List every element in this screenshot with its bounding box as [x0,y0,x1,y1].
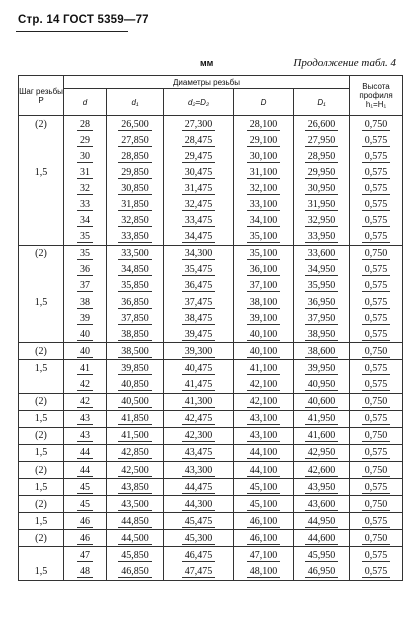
cell-d2: 44,475 [164,479,234,496]
table-row [19,164,403,180]
cell-D1: 37,950 [294,310,350,326]
cell-P [19,262,64,278]
cell-d1: 32,850 [107,213,164,229]
cell-D: 34,100 [234,213,294,229]
header-d: d [64,89,107,116]
cell-h: 0,575 [350,377,403,394]
cell-d: 32 [64,180,107,196]
header-d1: d₁ [107,89,164,116]
cell-D1: 41,950 [294,410,350,427]
cell-d: 45 [64,496,107,513]
cell-d2: 43,475 [164,444,234,461]
cell-d1: 40,850 [107,377,164,394]
cell-d: 45 [64,479,107,496]
cell-D1: 44,950 [294,513,350,530]
table-row [19,461,403,478]
table-row [19,496,403,513]
cell-h: 0,575 [350,278,403,294]
cell-d2: 38,475 [164,310,234,326]
cell-h: 0,575 [350,262,403,278]
cell-D1: 45,950 [294,547,350,564]
cell-d1: 39,850 [107,360,164,377]
cell-d2: 28,475 [164,132,234,148]
cell-h: 0,575 [350,229,403,246]
cell-h: 0,750 [350,530,403,547]
cell-D1: 40,600 [294,393,350,410]
table-row [19,360,403,377]
cell-d: 46 [64,513,107,530]
cell-d: 41 [64,360,107,377]
cell-P [19,196,64,212]
cell-D: 46,100 [234,513,294,530]
cell-d2: 30,475 [164,164,234,180]
cell-d1: 40,500 [107,393,164,410]
cell-P: 1,5 [19,564,64,581]
cell-D1: 40,950 [294,377,350,394]
table-row [19,132,403,148]
cell-h: 0,575 [350,410,403,427]
table-row [19,410,403,427]
cell-d2: 39,475 [164,326,234,343]
cell-D1: 34,950 [294,262,350,278]
cell-D: 37,100 [234,278,294,294]
cell-P [19,547,64,564]
cell-D1: 38,600 [294,343,350,360]
cell-D1: 29,950 [294,164,350,180]
cell-d2: 42,475 [164,410,234,427]
cell-d: 44 [64,444,107,461]
table-row [19,148,403,164]
cell-D1: 31,950 [294,196,350,212]
cell-D1: 32,950 [294,213,350,229]
cell-d2: 44,300 [164,496,234,513]
cell-P [19,326,64,343]
cell-d: 43 [64,410,107,427]
cell-h: 0,750 [350,461,403,478]
cell-d: 35 [64,229,107,246]
cell-h: 0,575 [350,326,403,343]
cell-d: 42 [64,393,107,410]
cell-P: (2) [19,427,64,444]
cell-D: 42,100 [234,377,294,394]
cell-D1: 33,600 [294,245,350,262]
table-row [19,343,403,360]
cell-d2: 36,475 [164,278,234,294]
cell-d: 37 [64,278,107,294]
cell-D: 39,100 [234,310,294,326]
cell-D1: 27,950 [294,132,350,148]
cell-D1: 42,600 [294,461,350,478]
cell-D1: 44,600 [294,530,350,547]
cell-D1: 33,950 [294,229,350,246]
page-header: Стр. 14 ГОСТ 5359—77 [18,14,149,26]
cell-d: 46 [64,530,107,547]
cell-d1: 42,500 [107,461,164,478]
cell-d2: 39,300 [164,343,234,360]
cell-d2: 29,475 [164,148,234,164]
cell-P: (2) [19,245,64,262]
cell-h: 0,575 [350,360,403,377]
cell-d1: 30,850 [107,180,164,196]
header-d2: d₂=D₂ [164,89,234,116]
table-row [19,294,403,310]
cell-P: 1,5 [19,410,64,427]
table-row [19,513,403,530]
cell-D: 48,100 [234,564,294,581]
cell-D: 40,100 [234,326,294,343]
table-row [19,278,403,294]
cell-h: 0,575 [350,479,403,496]
cell-D: 28,100 [234,116,294,133]
cell-d2: 46,475 [164,547,234,564]
cell-d2: 45,300 [164,530,234,547]
table-row [19,326,403,343]
cell-d: 33 [64,196,107,212]
table-row [19,530,403,547]
cell-P: 1,5 [19,164,64,180]
cell-d1: 43,500 [107,496,164,513]
cell-D: 38,100 [234,294,294,310]
cell-D: 33,100 [234,196,294,212]
cell-d1: 44,850 [107,513,164,530]
table-row [19,229,403,246]
header-rule [16,31,128,32]
cell-d2: 33,475 [164,213,234,229]
cell-D1: 41,600 [294,427,350,444]
cell-D: 29,100 [234,132,294,148]
cell-d1: 44,500 [107,530,164,547]
cell-d: 31 [64,164,107,180]
cell-d: 40 [64,326,107,343]
cell-d2: 43,300 [164,461,234,478]
cell-d2: 34,300 [164,245,234,262]
cell-d: 47 [64,547,107,564]
cell-P: 1,5 [19,479,64,496]
cell-P: (2) [19,343,64,360]
cell-h: 0,575 [350,294,403,310]
cell-D1: 39,950 [294,360,350,377]
cell-D: 44,100 [234,444,294,461]
table-row [19,427,403,444]
table-row [19,262,403,278]
cell-P [19,132,64,148]
cell-P [19,148,64,164]
cell-d2: 27,300 [164,116,234,133]
cell-d2: 32,475 [164,196,234,212]
cell-h: 0,575 [350,180,403,196]
cell-d2: 45,475 [164,513,234,530]
cell-D: 47,100 [234,547,294,564]
cell-D1: 36,950 [294,294,350,310]
cell-d1: 46,850 [107,564,164,581]
cell-d2: 41,300 [164,393,234,410]
cell-d2: 40,475 [164,360,234,377]
cell-d1: 27,850 [107,132,164,148]
cell-P: (2) [19,393,64,410]
cell-P: (2) [19,530,64,547]
cell-P: 1,5 [19,360,64,377]
cell-d: 38 [64,294,107,310]
cell-D1: 38,950 [294,326,350,343]
header-D1: D₁ [294,89,350,116]
cell-d1: 38,500 [107,343,164,360]
cell-d1: 31,850 [107,196,164,212]
cell-d2: 34,475 [164,229,234,246]
table-row [19,393,403,410]
cell-P: (2) [19,116,64,133]
cell-P [19,180,64,196]
cell-D: 43,100 [234,410,294,427]
cell-P [19,213,64,229]
cell-d: 43 [64,427,107,444]
cell-d: 48 [64,564,107,581]
cell-D: 46,100 [234,530,294,547]
table-row [19,213,403,229]
cell-d2: 47,475 [164,564,234,581]
cell-h: 0,575 [350,164,403,180]
cell-d2: 41,475 [164,377,234,394]
cell-D1: 43,950 [294,479,350,496]
cell-P: (2) [19,461,64,478]
cell-D: 36,100 [234,262,294,278]
cell-D: 35,100 [234,229,294,246]
cell-d1: 41,500 [107,427,164,444]
cell-D: 43,100 [234,427,294,444]
table-row [19,116,403,133]
cell-D: 30,100 [234,148,294,164]
header-height: Высота профиля h₁=H₁ [350,76,403,116]
table-row [19,245,403,262]
cell-d1: 28,850 [107,148,164,164]
table-row [19,479,403,496]
header-step: Шаг резьбы P [19,76,64,116]
table-row [19,310,403,326]
cell-d1: 29,850 [107,164,164,180]
header-D: D [234,89,294,116]
cell-d1: 41,850 [107,410,164,427]
units-label: мм [200,58,214,68]
cell-P: (2) [19,496,64,513]
cell-D: 42,100 [234,393,294,410]
table-row [19,180,403,196]
table-body [19,116,403,581]
cell-D: 44,100 [234,461,294,478]
cell-h: 0,575 [350,196,403,212]
cell-D: 45,100 [234,496,294,513]
cell-P: 1,5 [19,444,64,461]
cell-h: 0,575 [350,213,403,229]
cell-P [19,278,64,294]
cell-d: 28 [64,116,107,133]
cell-h: 0,750 [350,393,403,410]
cell-h: 0,750 [350,496,403,513]
table-row [19,547,403,564]
cell-h: 0,750 [350,343,403,360]
cell-d2: 31,475 [164,180,234,196]
cell-P: 1,5 [19,294,64,310]
cell-h: 0,575 [350,564,403,581]
table-row [19,377,403,394]
continuation-label: Продолжение табл. 4 [293,57,396,69]
cell-D1: 30,950 [294,180,350,196]
cell-P [19,310,64,326]
cell-h: 0,575 [350,513,403,530]
cell-h: 0,750 [350,427,403,444]
cell-d1: 45,850 [107,547,164,564]
cell-h: 0,575 [350,310,403,326]
cell-h: 0,575 [350,444,403,461]
cell-P [19,229,64,246]
cell-d1: 33,500 [107,245,164,262]
cell-h: 0,575 [350,148,403,164]
cell-D: 35,100 [234,245,294,262]
cell-d1: 34,850 [107,262,164,278]
cell-D: 41,100 [234,360,294,377]
cell-D1: 43,600 [294,496,350,513]
cell-d: 34 [64,213,107,229]
table-row [19,564,403,581]
cell-d: 44 [64,461,107,478]
cell-D1: 46,950 [294,564,350,581]
cell-d: 30 [64,148,107,164]
cell-d1: 33,850 [107,229,164,246]
thread-table [18,75,403,581]
cell-d2: 42,300 [164,427,234,444]
cell-D: 31,100 [234,164,294,180]
cell-d: 29 [64,132,107,148]
cell-D: 45,100 [234,479,294,496]
cell-d1: 38,850 [107,326,164,343]
cell-D1: 42,950 [294,444,350,461]
cell-D1: 35,950 [294,278,350,294]
cell-d: 35 [64,245,107,262]
cell-D1: 26,600 [294,116,350,133]
cell-D: 40,100 [234,343,294,360]
cell-d1: 37,850 [107,310,164,326]
cell-P [19,377,64,394]
cell-d2: 37,475 [164,294,234,310]
cell-d: 36 [64,262,107,278]
cell-d2: 35,475 [164,262,234,278]
cell-d1: 43,850 [107,479,164,496]
cell-d1: 42,850 [107,444,164,461]
cell-d1: 36,850 [107,294,164,310]
cell-d: 40 [64,343,107,360]
cell-d1: 26,500 [107,116,164,133]
cell-h: 0,575 [350,547,403,564]
cell-D: 32,100 [234,180,294,196]
cell-D1: 28,950 [294,148,350,164]
cell-P: 1,5 [19,513,64,530]
table-row [19,196,403,212]
header-diameters: Диаметры резьбы [64,76,350,89]
cell-h: 0,750 [350,116,403,133]
cell-d1: 35,850 [107,278,164,294]
cell-d: 42 [64,377,107,394]
cell-h: 0,575 [350,132,403,148]
cell-h: 0,750 [350,245,403,262]
cell-d: 39 [64,310,107,326]
table-row [19,444,403,461]
